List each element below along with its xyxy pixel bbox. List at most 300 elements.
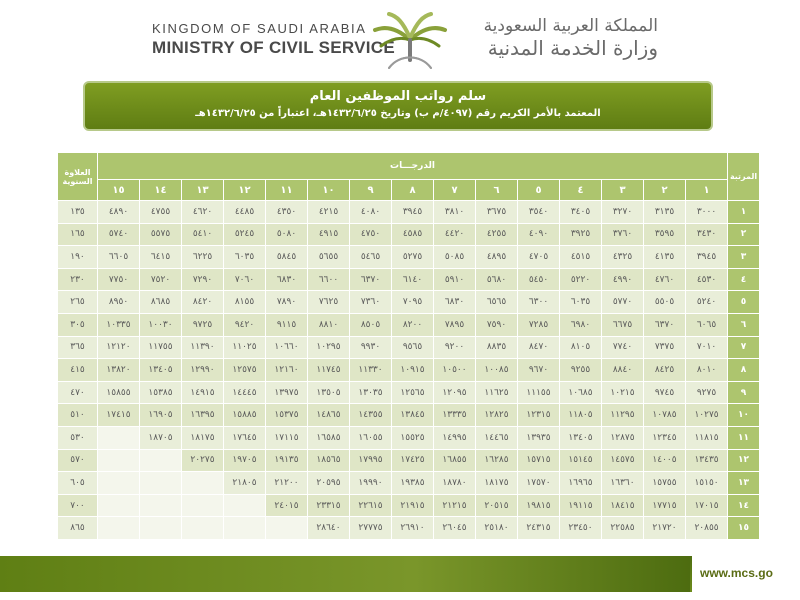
salary-cell: ٩٦٧٠: [518, 359, 560, 382]
salary-cell: ٧٠٩٥: [392, 291, 434, 314]
salary-cell: ٥٠٨٥: [434, 246, 476, 269]
table-row: [58, 223, 760, 246]
salary-cell: ١٥٥٢٥: [392, 426, 434, 449]
salary-cell: ٣٥٩٥: [644, 223, 686, 246]
salary-cell: ١٦٥٨٥: [308, 426, 350, 449]
salary-cell: ١٥٣٧٥: [266, 404, 308, 427]
salary-cell: ٢٨٦٤٠: [308, 517, 350, 540]
salary-cell: ٢١٢٠٠: [266, 472, 308, 495]
grade-column-header: ١: [686, 180, 728, 201]
annual-raise-header: العلاوة السنوية: [58, 153, 98, 201]
salary-cell: ٧٦٢٥: [308, 291, 350, 314]
salary-cell: ٦٤١٥: [140, 246, 182, 269]
salary-cell: ١٧١١٥: [266, 426, 308, 449]
salary-cell: ١٣٤٠٥: [560, 426, 602, 449]
grade-column-header: ١٠: [308, 180, 350, 201]
table-row: [58, 381, 760, 404]
salary-cell: ٤١٣٥: [644, 246, 686, 269]
rank-cell: ٧: [728, 336, 760, 359]
salary-cell: ٨٦٨٥: [140, 291, 182, 314]
salary-cell: ١٣٩٧٥: [266, 381, 308, 404]
salary-cell: ٢٢٥٨٥: [602, 517, 644, 540]
salary-cell: ٦٣٠٠: [518, 291, 560, 314]
kingdom-label: KINGDOM OF SAUDI ARABIA: [152, 21, 367, 36]
salary-cell: ١٥٨٥٥: [98, 381, 140, 404]
grade-column-header: ٥: [518, 180, 560, 201]
salary-cell: ١٣٤٠٥: [140, 359, 182, 382]
salary-cell: [266, 517, 308, 540]
table-row: [58, 313, 760, 336]
salary-cell: [98, 517, 140, 540]
salary-cell: ٣٩٢٥: [560, 223, 602, 246]
annual-raise-cell: ٣٦٥: [58, 336, 98, 359]
salary-cell: ٦١٤٠: [392, 268, 434, 291]
salary-cell: ١٣٥٠٥: [308, 381, 350, 404]
salary-cell: ٤٠٩٠: [518, 223, 560, 246]
rank-cell: ١: [728, 201, 760, 224]
annual-raise-cell: ٣٠٥: [58, 313, 98, 336]
salary-cell: [224, 494, 266, 517]
salary-cell: ٣٠٠٠: [686, 201, 728, 224]
salary-cell: ١٨٧٠٥: [140, 426, 182, 449]
grade-column-header: ١٢: [224, 180, 266, 201]
salary-cell: ١٨١٧٥: [182, 426, 224, 449]
salary-cell: ٤٩١٥: [308, 223, 350, 246]
annual-raise-cell: ٨٦٥: [58, 517, 98, 540]
salary-cell: ٥٤١٠: [182, 223, 224, 246]
salary-cell: ١٧٤٢٥: [392, 449, 434, 472]
salary-cell: ٦٢٢٥: [182, 246, 224, 269]
salary-cell: ١٠٦٦٠: [266, 336, 308, 359]
salary-cell: ٩٧٢٥: [182, 313, 224, 336]
salary-cell: ٤٦٢٠: [182, 201, 224, 224]
salary-cell: ١٦٣٩٥: [182, 404, 224, 427]
salary-cell: ١٢٨٧٥: [602, 426, 644, 449]
annual-raise-cell: ٤٧٠: [58, 381, 98, 404]
salary-cell: ٥٦٥٥: [308, 246, 350, 269]
salary-cell: ١٨٧٨٠: [434, 472, 476, 495]
salary-cell: ٤٢١٥: [308, 201, 350, 224]
page-subtitle: المعتمد بالأمر الكريم رقم (٤٠٩٧/م ب) وتاريخ ١٤٣٢/٦/٢٥هـ، اعتباراً من ١٤٣٢/٦/٢٥هـ: [195, 108, 601, 119]
salary-cell: ٧٥٢٠: [140, 268, 182, 291]
salary-cell: ٥٢٤٠: [686, 291, 728, 314]
table-row: [58, 291, 760, 314]
ministry-name-arabic: [468, 18, 658, 58]
salary-cell: ١٦٣٦٠: [602, 472, 644, 495]
salary-cell: ٢٤٣١٥: [518, 517, 560, 540]
salary-cell: [140, 517, 182, 540]
salary-cell: ٢١٢١٥: [434, 494, 476, 517]
salary-cell: ٥٢٤٥: [224, 223, 266, 246]
salary-cell: ٧٢٨٥: [518, 313, 560, 336]
salary-cell: ٩٢٥٥: [560, 359, 602, 382]
salary-cell: ٤٩٩٠: [602, 268, 644, 291]
salary-cell: ٨١٥٥: [224, 291, 266, 314]
ministry-label-ar: وزارة الخدمة المدنية: [487, 36, 658, 60]
salary-cell: ٦٦٠٠: [308, 268, 350, 291]
rank-cell: ١٠: [728, 404, 760, 427]
salary-cell: [224, 517, 266, 540]
rank-cell: ٢: [728, 223, 760, 246]
rank-cell: ٩: [728, 381, 760, 404]
grade-column-header: ١١: [266, 180, 308, 201]
salary-cell: ١١٧٥٥: [140, 336, 182, 359]
rank-cell: ١٤: [728, 494, 760, 517]
table-row: [58, 404, 760, 427]
annual-raise-cell: ١٣٥: [58, 201, 98, 224]
salary-cell: ٧٣٦٠: [350, 291, 392, 314]
rank-cell: ١٥: [728, 517, 760, 540]
ministry-name-english: [152, 22, 395, 56]
salary-cell: [98, 472, 140, 495]
salary-cell: ٥٨٤٥: [266, 246, 308, 269]
salary-cell: ٢١٨٠٥: [224, 472, 266, 495]
salary-cell: ٤٤٢٠: [434, 223, 476, 246]
salary-cell: ١٢٠٩٥: [434, 381, 476, 404]
salary-cell: ٩٩٣٠: [350, 336, 392, 359]
salary-cell: ١٠٢٧٥: [686, 404, 728, 427]
salary-cell: [140, 494, 182, 517]
salary-cell: ١٠٢٩٥: [308, 336, 350, 359]
salary-cell: ٣٤٠٥: [560, 201, 602, 224]
salary-cell: ٨٤٧٠: [518, 336, 560, 359]
salary-cell: ١٥٨٨٥: [224, 404, 266, 427]
annual-raise-cell: ١٦٥: [58, 223, 98, 246]
salary-cell: ٧٠٦٠: [224, 268, 266, 291]
salary-cell: ٩١١٥: [266, 313, 308, 336]
salary-cell: ١٠٠٣٠: [140, 313, 182, 336]
salary-cell: ٨١٠٥: [560, 336, 602, 359]
grade-column-header: ١٤: [140, 180, 182, 201]
salary-cell: ٣١٣٥: [644, 201, 686, 224]
salary-table: [57, 152, 760, 540]
salary-cell: ١٧٥٧٠: [518, 472, 560, 495]
salary-cell: ٦٣٧٠: [350, 268, 392, 291]
salary-cell: ١٢٥٧٥: [224, 359, 266, 382]
salary-cell: ١١٣٣٠: [350, 359, 392, 382]
salary-cell: ٨٥٠٥: [350, 313, 392, 336]
salary-cell: ١٢٣١٥: [518, 404, 560, 427]
salary-cell: ١٩١١٥: [560, 494, 602, 517]
salary-cell: ١٣٨٤٥: [392, 404, 434, 427]
salary-cell: ٢٠٢٧٥: [182, 449, 224, 472]
salary-cell: ٨٠١٠: [686, 359, 728, 382]
salary-cell: ١٧٦٤٥: [224, 426, 266, 449]
salary-cell: ١١٦٢٥: [476, 381, 518, 404]
table-row: [58, 201, 760, 224]
grade-column-header: ٦: [476, 180, 518, 201]
salary-cell: [98, 426, 140, 449]
salary-cell: ٨٩٥٠: [98, 291, 140, 314]
salary-cell: ١٩١٣٥: [266, 449, 308, 472]
salary-cell: ٨٢٠٠: [392, 313, 434, 336]
page-header: [0, 0, 800, 78]
salary-cell: ٦٣٧٠: [644, 313, 686, 336]
salary-cell: [98, 449, 140, 472]
salary-cell: ٩٢٧٥: [686, 381, 728, 404]
salary-cell: ١٩٣٨٥: [392, 472, 434, 495]
salary-cell: ٤٥٨٥: [392, 223, 434, 246]
annual-raise-cell: ٢٣٠: [58, 268, 98, 291]
salary-cell: ٤٥٣٠: [686, 268, 728, 291]
salary-cell: ٢٦٩١٠: [392, 517, 434, 540]
rank-cell: ١٢: [728, 449, 760, 472]
salary-cell: ١٥١٤٥: [560, 449, 602, 472]
salary-cell: ١١١٥٥: [518, 381, 560, 404]
kingdom-label-ar: المملكة العربية السعودية: [483, 16, 658, 36]
grade-column-header: ٧: [434, 180, 476, 201]
salary-cell: ٦٠٣٥: [560, 291, 602, 314]
salary-cell: ٥٤٦٥: [350, 246, 392, 269]
salary-cell: ١٠٧٨٥: [644, 404, 686, 427]
annual-raise-cell: ٤١٥: [58, 359, 98, 382]
salary-cell: ٤٨٩٥: [476, 246, 518, 269]
salary-cell: ٨٨١٠: [308, 313, 350, 336]
grades-header: الدرجـــات: [98, 153, 728, 180]
salary-cell: ٦٩٨٠: [560, 313, 602, 336]
salary-cell: ١٠٢١٥: [602, 381, 644, 404]
salary-cell: ٦٠٣٥: [224, 246, 266, 269]
salary-cell: ٨٤٢٠: [182, 291, 224, 314]
salary-cell: ٢١٩١٥: [392, 494, 434, 517]
salary-cell: ١٤٤٤٥: [224, 381, 266, 404]
annual-raise-cell: ٧٠٠: [58, 494, 98, 517]
salary-cell: ١٠٥٠٠: [434, 359, 476, 382]
salary-cell: ١١٨٠٥: [560, 404, 602, 427]
grade-column-header: ١٥: [98, 180, 140, 201]
salary-cell: ١٢١٢٠: [98, 336, 140, 359]
salary-cell: ٢٧٧٧٥: [350, 517, 392, 540]
salary-cell: ٣٩٤٥: [392, 201, 434, 224]
salary-cell: ٩٤٢٠: [224, 313, 266, 336]
footer-bar: [0, 556, 800, 592]
salary-cell: ٤٧٥٥: [140, 201, 182, 224]
rank-cell: ١١: [728, 426, 760, 449]
website-link[interactable]: www.mcs.go: [700, 566, 773, 580]
salary-cell: ١٨٤١٥: [602, 494, 644, 517]
footer-stripe: [0, 556, 690, 592]
salary-cell: ٦٥٦٥: [476, 291, 518, 314]
table-row: [58, 494, 760, 517]
salary-cell: ١٦٢٨٥: [476, 449, 518, 472]
ministry-label: MINISTRY OF CIVIL SERVICE: [152, 38, 396, 57]
annual-raise-cell: ١٩٠: [58, 246, 98, 269]
salary-cell: ١٤٠٠٥: [644, 449, 686, 472]
salary-cell: ٤٤٨٥: [224, 201, 266, 224]
grade-column-header: ٤: [560, 180, 602, 201]
rank-cell: ٤: [728, 268, 760, 291]
grade-column-header: ٩: [350, 180, 392, 201]
salary-cell: ٥٧٧٠: [602, 291, 644, 314]
salary-cell: ٢٤٠١٥: [266, 494, 308, 517]
salary-cell: ١٢١٦٠: [266, 359, 308, 382]
salary-cell: ١٩٨١٥: [518, 494, 560, 517]
salary-cell: ١٨١٧٥: [476, 472, 518, 495]
salary-cell: ٤٨٩٠: [98, 201, 140, 224]
salary-cell: ٤٥١٥: [560, 246, 602, 269]
salary-cell: ١٣٤٣٥: [686, 449, 728, 472]
salary-cell: ٨٤٢٥: [644, 359, 686, 382]
table-row: [58, 246, 760, 269]
salary-cell: ١١٨١٥: [686, 426, 728, 449]
rank-cell: ٨: [728, 359, 760, 382]
salary-cell: ٦٨٣٠: [266, 268, 308, 291]
salary-cell: ٧٧٤٠: [602, 336, 644, 359]
page-title: سلم رواتب الموظفين العام: [309, 89, 487, 104]
salary-cell: ١٢٣٤٥: [644, 426, 686, 449]
salary-cell: ٦٦٠٥: [98, 246, 140, 269]
salary-cell: ١٤٤٦٥: [476, 426, 518, 449]
salary-cell: ٢٢٦١٥: [350, 494, 392, 517]
salary-cell: [182, 517, 224, 540]
salary-cell: ١٣٩٣٥: [518, 426, 560, 449]
salary-cell: ٩٧٤٥: [644, 381, 686, 404]
table-row: [58, 449, 760, 472]
salary-cell: ١٥٣٨٥: [140, 381, 182, 404]
salary-cell: ١٦٠٥٥: [350, 426, 392, 449]
salary-cell: ١٠٣٣٥: [98, 313, 140, 336]
salary-cell: ١٦٩٠٥: [140, 404, 182, 427]
grade-column-header: ٣: [602, 180, 644, 201]
salary-cell: [140, 472, 182, 495]
salary-cell: ١١٠٢٥: [224, 336, 266, 359]
salary-cell: ١٦٨٥٥: [434, 449, 476, 472]
grade-columns-row: [58, 180, 760, 201]
salary-cell: ٧٥٩٠: [476, 313, 518, 336]
salary-cell: ١٨٥٦٥: [308, 449, 350, 472]
salary-cell: ١٠٦٨٥: [560, 381, 602, 404]
salary-cell: ٥٥٧٥: [140, 223, 182, 246]
salary-cell: ١٥٧١٥: [518, 449, 560, 472]
salary-cell: ٧٨٩٠: [266, 291, 308, 314]
salary-cell: ٦٨٣٠: [434, 291, 476, 314]
salary-cell: ١٤٩١٥: [182, 381, 224, 404]
salary-cell: ٢١٧٢٠: [644, 517, 686, 540]
salary-cell: ٥٤٥٠: [518, 268, 560, 291]
salary-cell: ٧٠١٠: [686, 336, 728, 359]
salary-cell: ٣٩٤٥: [686, 246, 728, 269]
salary-cell: ٤٢٥٥: [476, 223, 518, 246]
salary-cell: ٤٠٨٠: [350, 201, 392, 224]
salary-cell: ٧٢٩٠: [182, 268, 224, 291]
rank-cell: ١٣: [728, 472, 760, 495]
table-row: [58, 359, 760, 382]
salary-cell: ٥٢٧٥: [392, 246, 434, 269]
salary-cell: ١٤٥٧٥: [602, 449, 644, 472]
salary-cell: ٤٣٥٠: [266, 201, 308, 224]
salary-cell: ١٠٠٨٥: [476, 359, 518, 382]
salary-cell: ٨٨٣٥: [476, 336, 518, 359]
table-row: [58, 426, 760, 449]
salary-cell: ٩٥٦٥: [392, 336, 434, 359]
salary-cell: ١٤٨٦٥: [308, 404, 350, 427]
grade-column-header: ١٣: [182, 180, 224, 201]
salary-cell: ٣٤٣٠: [686, 223, 728, 246]
rank-header: المرتبة: [728, 153, 760, 201]
salary-cell: ١٧٤١٥: [98, 404, 140, 427]
salary-cell: ٨٨٤٠: [602, 359, 644, 382]
salary-cell: ٢٣٤٥٠: [560, 517, 602, 540]
salary-cell: ٧٧٥٠: [98, 268, 140, 291]
salary-cell: ٩٢٠٠: [434, 336, 476, 359]
salary-cell: ٥٦٨٠: [476, 268, 518, 291]
annual-raise-cell: ٥١٠: [58, 404, 98, 427]
annual-raise-cell: ٥٣٠: [58, 426, 98, 449]
annual-raise-cell: ٦٠٥: [58, 472, 98, 495]
salary-cell: [98, 494, 140, 517]
salary-cell: ٣٧٦٠: [602, 223, 644, 246]
salary-cell: ١٢٨٢٥: [476, 404, 518, 427]
salary-cell: ٤٧٦٠: [644, 268, 686, 291]
salary-cell: ١١٢٩٥: [602, 404, 644, 427]
table-row: [58, 336, 760, 359]
salary-cell: ٣٨١٠: [434, 201, 476, 224]
salary-cell: ١٣٨٢٠: [98, 359, 140, 382]
salary-cell: ١٧٠١٥: [686, 494, 728, 517]
salary-cell: ٤٣٢٥: [602, 246, 644, 269]
salary-cell: ١٧٧١٥: [644, 494, 686, 517]
salary-cell: ١٢٩٩٠: [182, 359, 224, 382]
salary-cell: ١٧٩٩٥: [350, 449, 392, 472]
salary-cell: ٥٧٤٠: [98, 223, 140, 246]
salary-cell: ٢٣٣١٥: [308, 494, 350, 517]
palm-emblem-icon: [367, 10, 453, 70]
annual-raise-cell: ٥٧٠: [58, 449, 98, 472]
salary-cell: ١٣٠٣٥: [350, 381, 392, 404]
salary-cell: ٢٠٨٥٥: [686, 517, 728, 540]
salary-cell: ١٣٣٣٥: [434, 404, 476, 427]
salary-cell: ٢٠٥٩٥: [308, 472, 350, 495]
salary-cell: ٢٠٥١٥: [476, 494, 518, 517]
salary-cell: ٤٧٠٥: [518, 246, 560, 269]
salary-cell: ١٩٧٠٥: [224, 449, 266, 472]
table-row: [58, 268, 760, 291]
table-row: [58, 517, 760, 540]
salary-cell: ٥٥٠٥: [644, 291, 686, 314]
salary-cell: ١٤٩٩٥: [434, 426, 476, 449]
rank-cell: ٥: [728, 291, 760, 314]
salary-cell: ١٠٩١٥: [392, 359, 434, 382]
salary-cell: ٣٦٧٥: [476, 201, 518, 224]
salary-cell: ١١٧٤٥: [308, 359, 350, 382]
salary-cell: ٣٥٤٠: [518, 201, 560, 224]
table-row: [58, 472, 760, 495]
salary-cell: ١١٣٩٠: [182, 336, 224, 359]
salary-cell: ١٩٩٩٠: [350, 472, 392, 495]
salary-cell: ١٦٩٦٥: [560, 472, 602, 495]
grade-column-header: ٢: [644, 180, 686, 201]
annual-raise-cell: ٢٦٥: [58, 291, 98, 314]
rank-cell: ٣: [728, 246, 760, 269]
salary-cell: [182, 494, 224, 517]
salary-cell: ١٥١٥٠: [686, 472, 728, 495]
salary-cell: ٥٢٢٠: [560, 268, 602, 291]
salary-cell: ٤٧٥٠: [350, 223, 392, 246]
rank-cell: ٦: [728, 313, 760, 336]
grade-column-header: ٨: [392, 180, 434, 201]
salary-cell: ٥٠٨٠: [266, 223, 308, 246]
salary-cell: [182, 472, 224, 495]
title-banner: [83, 81, 713, 131]
salary-cell: ٦٦٧٥: [602, 313, 644, 336]
salary-cell: ٣٢٧٠: [602, 201, 644, 224]
salary-cell: ٥٩١٠: [434, 268, 476, 291]
salary-cell: ١٤٣٥٥: [350, 404, 392, 427]
salary-cell: ٧٣٧٥: [644, 336, 686, 359]
salary-cell: ٦٠٦٥: [686, 313, 728, 336]
salary-cell: ١٥٧٥٥: [644, 472, 686, 495]
salary-cell: ٢٦٠٤٥: [434, 517, 476, 540]
